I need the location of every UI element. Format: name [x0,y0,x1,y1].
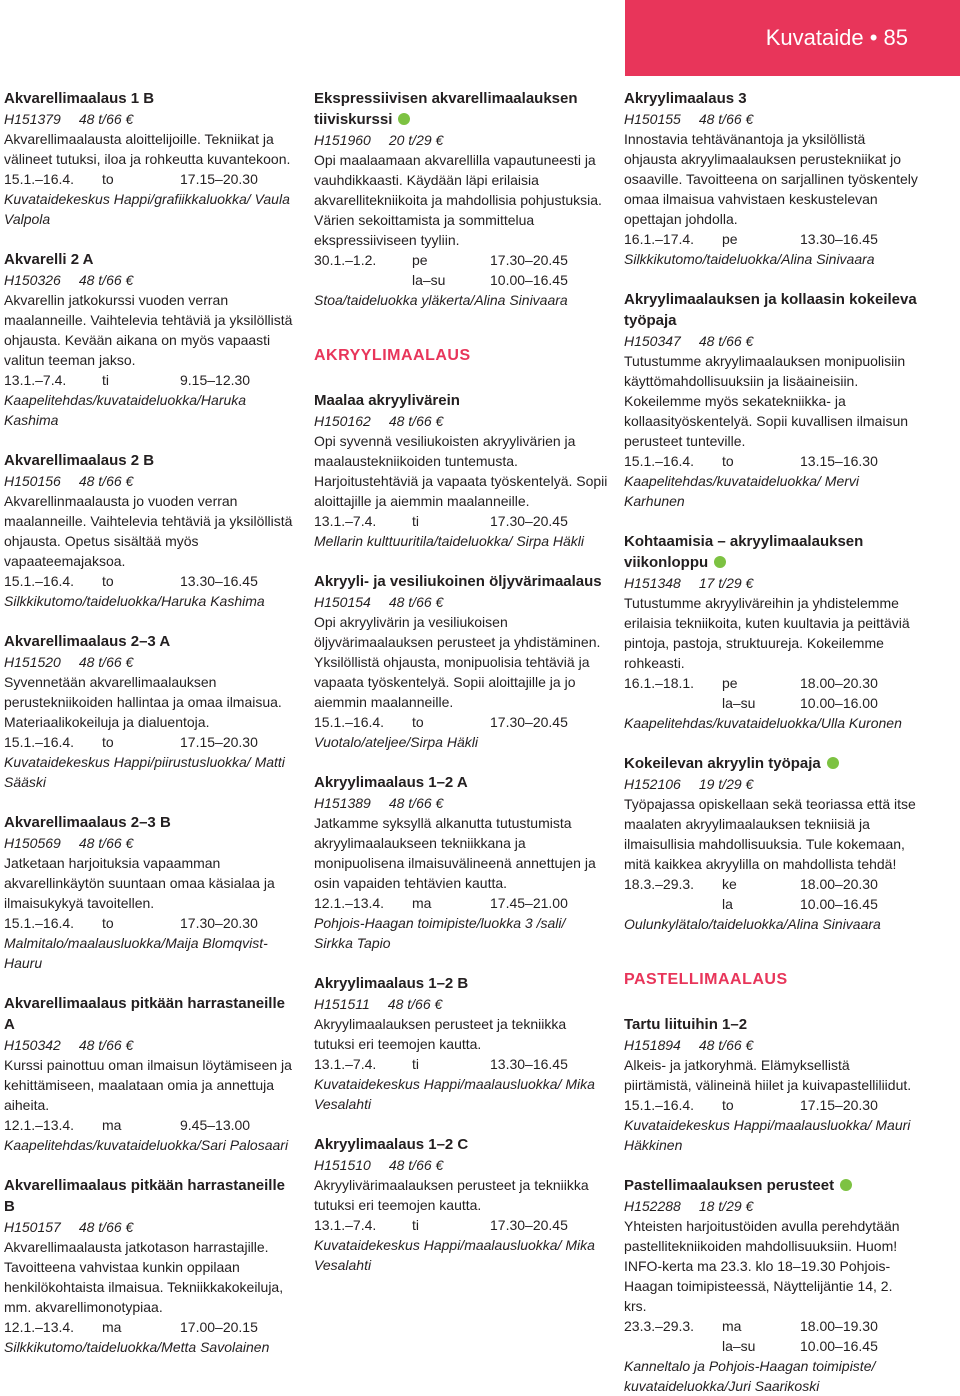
course-code: H152106 [624,776,681,792]
course-location-teacher: Silkkikutomo/taideluokka/Alina Sinivaara [624,251,875,267]
schedule-dates: 15.1.–16.4. [4,171,75,187]
course-price: 48 t/66 € [388,1157,444,1173]
course-title [4,1175,298,1217]
course-code-price [4,1217,298,1237]
schedule-time: 18.00–20.30 [800,675,878,691]
course-title [314,772,608,793]
schedule-time: 10.00–16.45 [800,1338,878,1354]
schedule-day: la–su [412,272,446,288]
course-title-text: Akvarellimaalaus 2–3 A [4,633,171,650]
schedule-time: 13.30–16.45 [490,1056,568,1072]
course-code-price [624,331,918,351]
schedule-day: to [722,1097,734,1113]
course-code: H150155 [624,111,681,127]
course-price: 48 t/66 € [78,1037,134,1053]
course-location-teacher: Kuvataidekeskus Happi/grafiikkaluokka/ Vaula Valpola [4,191,290,227]
course-price: 48 t/66 € [78,1219,134,1235]
course-price: 17 t/29 € [698,575,754,591]
schedule-dates: 18.3.–29.3. [624,876,695,892]
course-description: Akvarellinmaalausta jo vuoden verran maalanneille. Vaihtelevia tehtäviä ja yksilöllistä ohjausta. Opetus sisältää myös vapaateemajaksoa. [4,493,293,569]
schedule-row [314,250,608,270]
schedule-row [624,1336,918,1356]
schedule-day: to [722,453,734,469]
schedule-row [4,732,298,752]
schedule-dates [314,270,412,290]
course-title-text: Pastellimaalauksen perusteet [624,1177,835,1194]
schedule-row [624,693,918,713]
course-location-teacher: Mellarin kulttuuritila/taideluokka/ Sirpa Häkli [314,533,585,549]
course-code-price [4,833,298,853]
schedule-row [314,1215,608,1235]
schedule-day: to [412,714,424,730]
course-entry [624,1014,918,1155]
schedule-row [314,270,608,290]
schedule-day: to [102,573,114,589]
schedule-time: 17.30–20.45 [490,714,568,730]
schedule-day: to [102,915,114,931]
course-title-text: Ekspressiivisen akvarellimaalauksen tiiviskurssi [314,90,578,128]
course-code: H150156 [4,473,61,489]
schedule-dates: 13.1.–7.4. [314,1217,377,1233]
course-description: Syvennetään akvarellimaalauksen perustekniikoiden hallintaa ja omaa ilmaisua. Materiaalikokeiluja ja dialuentoja. [4,674,282,730]
course-location-teacher: Kaapelitehdas/kuvataideluokka/ Mervi Karhunen [624,473,860,509]
course-title-text: Akvarellimaalaus pitkään harrastaneille A [4,995,285,1033]
schedule-time: 18.00–19.30 [800,1318,878,1334]
schedule-row [314,511,608,531]
course-entry [624,1175,918,1396]
course-description: Innostavia tehtävänantoja ja yksilöllistä ohjausta akryylimaalauksen perustekniikat jo osaaville. Tavoitteena on sarjallinen työskentely omaa ilmaisua vahvistaen keskustelevan opettajan johdolla. [624,131,918,227]
course-price: 48 t/66 € [698,111,754,127]
schedule-dates: 12.1.–13.4. [4,1117,75,1133]
course-price: 48 t/66 € [388,413,444,429]
schedule-day: ti [412,1217,419,1233]
course-price: 19 t/29 € [698,776,754,792]
schedule-day: to [102,171,114,187]
course-price: 48 t/66 € [78,835,134,851]
course-title [624,88,918,109]
schedule-time: 10.00–16.00 [800,695,878,711]
schedule-row [624,451,918,471]
schedule-day: pe [722,675,738,691]
course-title-text: Akryyli- ja vesiliukoinen öljyvärimaalaus [314,573,602,590]
course-price: 48 t/66 € [78,654,134,670]
course-description: Jatkamme syksyllä alkanutta tutustumista akryylimaalaukseen tekniikkana ja monipuolisena ilmaisuvälineenä annettujen ja osin vapaiden tehtävien kautta. [314,815,596,891]
course-title [624,289,918,331]
course-code-price [314,793,608,813]
course-code: H151389 [314,795,371,811]
course-title-text: Kokeilevan akryylin työpaja [624,755,821,772]
schedule-day: ti [412,513,419,529]
course-code-price [314,592,608,612]
course-code: H151379 [4,111,61,127]
course-title [4,993,298,1035]
course-title [624,531,918,573]
course-title [4,88,298,109]
course-title-text: Akvarellimaalaus 1 B [4,90,155,107]
schedule-time: 17.00–20.15 [180,1319,258,1335]
course-entry [4,631,298,792]
schedule-day: la [722,896,733,912]
course-title [624,1014,918,1035]
course-title [624,1175,918,1196]
schedule-time: 17.30–20.45 [490,1217,568,1233]
page-header-tab [625,0,960,76]
schedule-time: 13.15–16.30 [800,453,878,469]
schedule-day: ti [102,372,109,388]
schedule-row [624,1316,918,1336]
course-code: H151520 [4,654,61,670]
course-code: H150569 [4,835,61,851]
course-title-text: Akvarellimaalaus 2–3 B [4,814,171,831]
course-code: H150326 [4,272,61,288]
schedule-time: 10.00–16.45 [800,896,878,912]
course-title-text: Akryylimaalaus 1–2 C [314,1136,469,1153]
schedule-dates [624,693,722,713]
schedule-dates: 12.1.–13.4. [314,895,385,911]
schedule-day: to [102,734,114,750]
schedule-row [624,874,918,894]
course-title [4,450,298,471]
course-code-price [314,130,608,150]
course-price: 48 t/66 € [78,473,134,489]
course-code: H151511 [314,996,370,1012]
schedule-day: ma [722,1318,742,1334]
course-code-price [4,270,298,290]
course-description: Tutustumme akryyliväreihin ja yhdistelemme erilaisia tekniikoita, kuten kuultavia ja peittäviä pintoja, pastoja, struktuureja. Kokeilemme rohkeasti. [624,595,910,671]
course-entry [624,753,918,934]
schedule-row [314,1054,608,1074]
course-location-teacher: Silkkikutomo/taideluokka/Haruka Kashima [4,593,265,609]
course-entry [4,993,298,1155]
course-price: 20 t/29 € [388,132,444,148]
course-price: 48 t/66 € [388,594,444,610]
course-location-teacher: Kuvataidekeskus Happi/maalausluokka/ Mauri Häkkinen [624,1117,911,1153]
schedule-day: ti [412,1056,419,1072]
schedule-row [4,169,298,189]
schedule-day: ma [102,1117,122,1133]
course-location-teacher: Kuvataidekeskus Happi/maalausluokka/ Mika Vesalahti [314,1076,595,1112]
course-title [4,631,298,652]
schedule-time: 9.15–12.30 [180,372,251,388]
course-title [624,753,918,774]
course-code: H150342 [4,1037,61,1053]
schedule-row [624,229,918,249]
schedule-row [624,673,918,693]
course-entry [624,289,918,511]
course-description: Akryylimaalauksen perusteet ja tekniikka tutuksi eri teemojen kautta. [314,1016,567,1052]
course-title [4,812,298,833]
course-description: Akvarellimaalausta aloittelijoille. Tekniikat ja välineet tutuksi, iloa ja rohkeutta kuvantekoon. [4,131,291,167]
schedule-dates: 16.1.–17.4. [624,231,695,247]
course-title-text: Maalaa akryylivärein [314,392,460,409]
column-3 [624,88,918,1396]
course-entry [4,812,298,973]
schedule-row [4,370,298,390]
course-title [314,88,608,130]
course-title [314,1134,608,1155]
new-course-dot-icon [827,757,839,769]
course-entry [314,390,608,551]
course-entry [314,571,608,752]
course-title [314,571,608,592]
course-price: 48 t/66 € [387,996,443,1012]
course-location-teacher: Silkkikutomo/taideluokka/Metta Savolainen [4,1339,270,1355]
course-entry [314,973,608,1114]
course-title [4,249,298,270]
schedule-dates [624,894,722,914]
course-location-teacher: Stoa/taideluokka yläkerta/Alina Sinivaara [314,292,568,308]
header-label: Kuvataide • 85 [765,25,908,50]
course-code-price [314,411,608,431]
course-price: 48 t/66 € [698,333,754,349]
course-description: Alkeis- ja jatkoryhmä. Elämyksellistä piirtämistä, välineinä hiilet ja kuivapastelliliidut. [624,1057,912,1093]
schedule-time: 18.00–20.30 [800,876,878,892]
schedule-row [314,893,608,913]
schedule-dates: 15.1.–16.4. [314,714,385,730]
schedule-dates: 15.1.–16.4. [4,734,75,750]
course-title-text: Kohtaamisia – akryylimaalauksen viikonloppu [624,533,864,571]
course-code: H151510 [314,1157,371,1173]
schedule-day: la–su [722,695,756,711]
column-1 [4,88,298,1357]
course-description: Opi maalaamaan akvarellilla vapautuneesti ja vauhdikkaasti. Käydään läpi erilaisia akvarellitekniikoita ja mahdollisia pohjustuksia. Värien sekoittamista ja sommittelua ekspressiiviseen tyyliin. [314,152,602,248]
course-location-teacher: Kaapelitehdas/kuvataideluokka/Haruka Kashima [4,392,247,428]
course-code: H150154 [314,594,371,610]
course-title [314,390,608,411]
schedule-time: 13.30–16.45 [180,573,258,589]
schedule-dates: 15.1.–16.4. [4,573,75,589]
course-code: H150347 [624,333,681,349]
course-title-text: Akvarellimaalaus pitkään harrastaneille B [4,1177,285,1215]
course-code: H151348 [624,575,681,591]
schedule-dates [624,1336,722,1356]
course-code-price [4,471,298,491]
course-description: Akvarellimaalausta jatkotason harrastajille. Tavoitteena vahvistaa kunkin oppilaan henkilökohtaista ilmaisua. Tekniikkakokeiluja, mm. akvarellimonotypiaa. [4,1239,284,1315]
schedule-row [4,913,298,933]
course-title-text: Akvarelli 2 A [4,251,94,268]
section-heading: PASTELLIMAALAUS [624,971,788,988]
schedule-row [624,1095,918,1115]
course-title-text: Akryylimaalaus 3 [624,90,747,107]
course-code-price [314,994,608,1014]
schedule-row [4,1317,298,1337]
course-location-teacher: Kanneltalo ja Pohjois-Haagan toimipiste/ kuvataideluokka/Juri Saarikoski [624,1358,876,1394]
new-course-dot-icon [714,556,726,568]
schedule-day: pe [722,231,738,247]
course-location-teacher: Kuvataidekeskus Happi/piirustusluokka/ Matti Sääski [4,754,285,790]
schedule-dates: 15.1.–16.4. [624,1097,695,1113]
course-description: Akryylivärimaalauksen perusteet ja tekniikka tutuksi eri teemojen kautta. [314,1177,589,1213]
course-code: H150157 [4,1219,61,1235]
course-location-teacher: Malmitalo/maalausluokka/Maija Blomqvist-Hauru [4,935,268,971]
schedule-time: 17.30–20.45 [490,252,568,268]
course-code-price [624,109,918,129]
course-description: Tutustumme akryylimaalauksen monipuolisiin käyttömahdollisuuksiin ja lisäaineisiin. Kokeilemme myös sekatekniikka- ja kollaasityöskentelyä. Sopii kuvallisen ilmaisun perusteet tunteville. [624,353,909,449]
course-description: Opi syvennä vesiliukoisten akryylivärien ja maalaustekniikoiden tuntemusta. Harjoitustehtäviä ja vapaata työskentelyä. Sopii aloittajille ja aiemmin maalanneille. [314,433,608,509]
course-code: H150162 [314,413,371,429]
course-entry [4,88,298,229]
course-code: H151894 [624,1037,681,1053]
schedule-row [624,894,918,914]
course-code-price [4,652,298,672]
schedule-time: 17.15–20.30 [180,171,258,187]
course-price: 48 t/66 € [78,111,134,127]
schedule-dates: 15.1.–16.4. [4,915,75,931]
course-description: Yhteisten harjoitustöiden avulla perehdytään pastellitekniikoiden mahdollisuuksiin. Huom! INFO-kerta ma 23.3. klo 18–19.30 Pohjois-Haagan toimipisteessä, Näyttelijäntie 14, 2. krs. [624,1218,900,1314]
course-title-text: Tartu liituihin 1–2 [624,1016,748,1033]
schedule-time: 17.45–21.00 [490,895,568,911]
schedule-time: 17.15–20.30 [180,734,258,750]
course-entry [624,88,918,269]
course-location-teacher: Kaapelitehdas/kuvataideluokka/Sari Palosaari [4,1137,289,1153]
course-entry [4,450,298,611]
course-code-price [4,109,298,129]
course-price: 48 t/66 € [78,272,134,288]
schedule-time: 17.30–20.45 [490,513,568,529]
course-location-teacher: Kaapelitehdas/kuvataideluokka/Ulla Kuronen [624,715,902,731]
course-title-text: Akryylimaalauksen ja kollaasin kokeileva työpaja [624,291,917,329]
course-location-teacher: Vuotalo/ateljee/Sirpa Häkli [314,734,478,750]
schedule-time: 9.45–13.00 [180,1117,251,1133]
schedule-time: 10.00–16.45 [490,272,568,288]
schedule-time: 17.30–20.30 [180,915,258,931]
course-title-text: Akryylimaalaus 1–2 B [314,975,469,992]
course-entry [314,772,608,953]
schedule-day: la–su [722,1338,756,1354]
column-2 [314,88,608,1275]
new-course-dot-icon [398,113,410,125]
course-code-price [624,1196,918,1216]
schedule-day: ma [102,1319,122,1335]
course-price: 18 t/29 € [698,1198,754,1214]
course-description: Työpajassa opiskellaan sekä teoriassa että itse maalaten akryylimaalauksen tekniisiä ja ilmaisullisia mahdollisuuksia. Tule kokemaan, mitä kaikkea akryylilla on mahdollista tehdä! [624,796,916,872]
schedule-dates: 13.1.–7.4. [4,372,67,388]
course-code-price [624,573,918,593]
course-code-price [624,1035,918,1055]
course-location-teacher: Oulunkylätalo/taideluokka/Alina Sinivaara [624,916,881,932]
schedule-day: ma [412,895,432,911]
course-entry [4,249,298,430]
course-code-price [4,1035,298,1055]
course-title [314,973,608,994]
course-price: 48 t/66 € [388,795,444,811]
course-entry [624,531,918,733]
course-code-price [624,774,918,794]
course-location-teacher: Pohjois-Haagan toimipiste/luokka 3 /sali/ Sirkka Tapio [314,915,566,951]
schedule-dates: 23.3.–29.3. [624,1318,695,1334]
schedule-row [314,712,608,732]
course-code: H152288 [624,1198,681,1214]
schedule-dates: 30.1.–1.2. [314,252,377,268]
course-code-price [314,1155,608,1175]
course-location-teacher: Kuvataidekeskus Happi/maalausluokka/ Mika Vesalahti [314,1237,595,1273]
section-heading: AKRYYLIMAALAUS [314,347,471,364]
course-title-text: Akvarellimaalaus 2 B [4,452,155,469]
schedule-dates: 16.1.–18.1. [624,675,695,691]
schedule-dates: 12.1.–13.4. [4,1319,75,1335]
course-title-text: Akryylimaalaus 1–2 A [314,774,468,791]
schedule-row [4,1115,298,1135]
course-description: Opi akryylivärin ja vesiliukoisen öljyvärimaalauksen perusteet ja yhdistäminen. Yksilöllistä ohjausta, monipuolisia tehtäviä ja vapaata työskentelyä. Sopii aloittajille ja jo aiemmin maalanneille. [314,614,601,710]
course-price: 48 t/66 € [698,1037,754,1053]
course-description: Akvarellin jatkokurssi vuoden verran maalanneille. Vaihtelevia tehtäviä ja yksilöllistä ohjausta. Kevään aikana on myös vapaasti valitun teeman jakso. [4,292,293,368]
schedule-dates: 15.1.–16.4. [624,453,695,469]
course-description: Kurssi painottuu oman ilmaisun löytämiseen ja kehittämiseen, maalataan omia ja annettuja aiheita. [4,1057,292,1113]
schedule-time: 13.30–16.45 [800,231,878,247]
schedule-row [4,571,298,591]
new-course-dot-icon [840,1179,852,1191]
course-entry [314,88,608,310]
course-description: Jatketaan harjoituksia vapaamman akvarellinkäytön suuntaan omaa käsialaa ja ilmaisukykyä tavoitellen. [4,855,275,911]
schedule-day: ke [722,876,737,892]
schedule-day: pe [412,252,428,268]
course-code: H151960 [314,132,371,148]
course-entry [314,1134,608,1275]
course-entry [4,1175,298,1357]
schedule-time: 17.15–20.30 [800,1097,878,1113]
schedule-dates: 13.1.–7.4. [314,1056,377,1072]
schedule-dates: 13.1.–7.4. [314,513,377,529]
